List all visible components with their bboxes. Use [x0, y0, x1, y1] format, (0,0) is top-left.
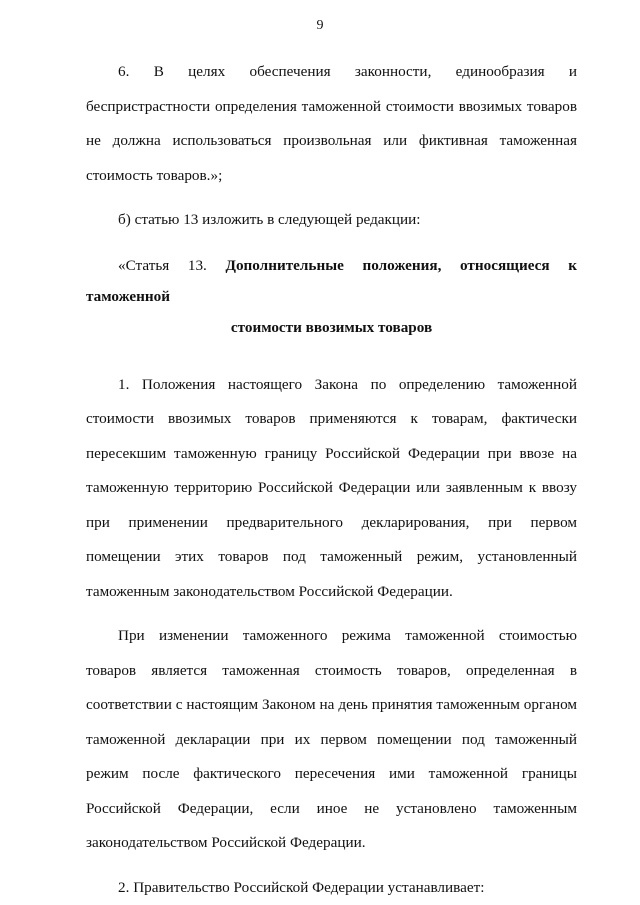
- paragraph-article-13-item-1: 1. Положения настоящего Закона по определению таможенной стоимости ввозимых товаров применяются к товарам, фактически пересекшим таможенную границу Российской Федерации при ввозе на таможенную территорию Российской Федерации или заявленным к ввозу при применении предварительного декларирования, при первом помещении этих товаров под таможенный режим, установленный таможенным законодательством Российской Федерации.: [86, 368, 577, 610]
- article-13-prefix: «Статья 13.: [118, 257, 207, 274]
- article-13-title-line1: Дополнительные положения, относящиеся к таможенной: [86, 257, 577, 305]
- article-13-title-line2: стоимости ввозимых товаров: [86, 312, 577, 343]
- paragraph-customs-value-clause-6: 6. В целях обеспечения законности, единообразия и беспристрастности определения таможенной стоимости ввозимых товаров не должна использоваться произвольная или фиктивная таможенная стоимость товаров.»;: [86, 55, 577, 193]
- article-13-heading: [86, 250, 577, 343]
- paragraph-amendment-article-13: б) статью 13 изложить в следующей редакции:: [86, 203, 577, 238]
- page-number: 9: [0, 18, 640, 34]
- document-body: [86, 55, 577, 905]
- paragraph-article-13-item-2: 2. Правительство Российской Федерации устанавливает:: [86, 871, 577, 905]
- paragraph-customs-regime-change: При изменении таможенного режима таможенной стоимостью товаров является таможенная стоимость товаров, определенная в соответствии с настоящим Законом на день принятия таможенным органом таможенной декларации при их первом помещении под таможенный режим после фактического пересечения ими таможенной границы Российской Федерации, если иное не установлено таможенным законодательством Российской Федерации.: [86, 619, 577, 861]
